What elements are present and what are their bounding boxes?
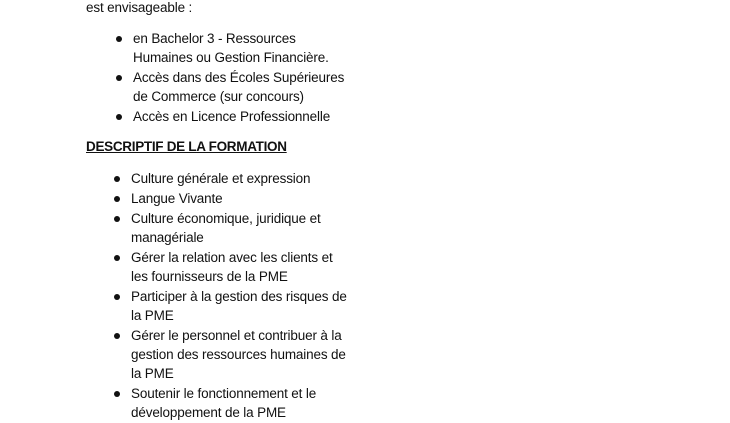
- list-item-text: Culture générale et expression: [131, 171, 311, 186]
- list-item: [131, 326, 351, 383]
- list-item: [133, 107, 348, 126]
- prospects-list: [133, 29, 348, 127]
- list-item: [131, 287, 351, 325]
- list-item-text: en Bachelor 3 - Ressources Humaines ou Gestion Financière.: [133, 31, 329, 65]
- list-item: [131, 384, 351, 422]
- list-item-text: Accès en Licence Professionnelle: [133, 109, 331, 124]
- list-item-text: Culture économique, juridique et managériale: [131, 211, 321, 245]
- list-item-text: Accès dans des Écoles Supérieures de Commerce (sur concours): [133, 70, 345, 104]
- bullet-icon: [116, 36, 122, 42]
- list-item-text: Soutenir le fonctionnement et le développement de la PME: [131, 386, 317, 420]
- bullet-icon: [114, 391, 120, 397]
- bullet-icon: [116, 114, 122, 120]
- bullet-icon: [114, 196, 120, 202]
- list-item-text: Participer à la gestion des risques de la PME: [131, 289, 347, 323]
- list-item: [131, 189, 351, 208]
- list-item: [131, 169, 351, 188]
- bullet-icon: [114, 294, 120, 300]
- bullet-icon: [114, 176, 120, 182]
- list-item-text: Langue Vivante: [131, 191, 223, 206]
- bullet-icon: [114, 333, 120, 339]
- list-item: [133, 29, 348, 67]
- list-item-text: Gérer la relation avec les clients et les fournisseurs de la PME: [131, 250, 333, 284]
- bullet-icon: [116, 75, 122, 81]
- list-item-text: Gérer le personnel et contribuer à la gestion des ressources humaines de la PME: [131, 328, 346, 381]
- section-heading: DESCRIPTIF DE LA FORMATION: [86, 139, 287, 154]
- training-description-list: [131, 169, 351, 423]
- bullet-icon: [114, 255, 120, 261]
- list-item: [131, 209, 351, 247]
- list-item: [131, 248, 351, 286]
- bullet-icon: [114, 216, 120, 222]
- intro-text: est envisageable :: [86, 0, 193, 15]
- list-item: [133, 68, 348, 106]
